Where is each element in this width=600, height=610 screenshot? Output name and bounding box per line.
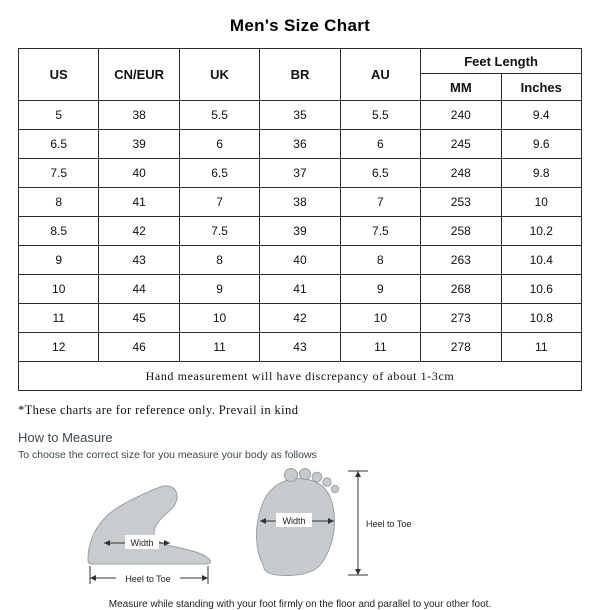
cell-cn-eur: 45 — [99, 304, 179, 333]
side-heel-to-toe-dimension — [90, 566, 208, 585]
column-header-br: BR — [260, 49, 340, 101]
top-heel-to-toe-label: Heel to Toe — [366, 519, 412, 529]
cell-us: 11 — [19, 304, 99, 333]
cell-uk: 8 — [179, 246, 259, 275]
foot-diagram-svg — [18, 465, 582, 597]
cell-uk: 7.5 — [179, 217, 259, 246]
column-header-mm: MM — [421, 74, 501, 101]
table-header — [19, 49, 582, 101]
cell-uk: 6 — [179, 130, 259, 159]
cell-inches: 9.4 — [501, 101, 581, 130]
cell-mm: 278 — [421, 333, 501, 362]
cell-us: 10 — [19, 275, 99, 304]
column-header-feet-length: Feet Length — [421, 49, 582, 74]
table-row — [19, 101, 582, 130]
side-width-label: Width — [130, 538, 154, 548]
column-header-cn-eur: CN/EUR — [99, 49, 179, 101]
cell-cn-eur: 39 — [99, 130, 179, 159]
cell-cn-eur: 43 — [99, 246, 179, 275]
cell-us: 8 — [19, 188, 99, 217]
cell-mm: 263 — [421, 246, 501, 275]
top-heel-to-toe-dimension — [348, 471, 411, 575]
cell-uk: 10 — [179, 304, 259, 333]
cell-cn-eur: 44 — [99, 275, 179, 304]
table-row — [19, 217, 582, 246]
how-to-measure-heading: How to Measure — [18, 430, 113, 445]
table-row — [19, 159, 582, 188]
cell-cn-eur: 38 — [99, 101, 179, 130]
cell-br: 35 — [260, 101, 340, 130]
cell-inches: 11 — [501, 333, 581, 362]
foot-measurement-diagram — [18, 465, 582, 597]
cell-us: 7.5 — [19, 159, 99, 188]
measure-footer-note: Measure while standing with your foot firmly on the floor and parallel to your other foot. — [108, 599, 492, 610]
table-footer-note: Hand measurement will have discrepancy of about 1-3cm — [19, 362, 582, 391]
cell-inches: 10.8 — [501, 304, 581, 333]
cell-au: 5.5 — [340, 101, 420, 130]
cell-br: 37 — [260, 159, 340, 188]
cell-mm: 258 — [421, 217, 501, 246]
cell-cn-eur: 42 — [99, 217, 179, 246]
cell-br: 43 — [260, 333, 340, 362]
cell-inches: 10.2 — [501, 217, 581, 246]
cell-inches: 9.8 — [501, 159, 581, 188]
cell-mm: 273 — [421, 304, 501, 333]
cell-inches: 9.6 — [501, 130, 581, 159]
cell-br: 39 — [260, 217, 340, 246]
table-row — [19, 333, 582, 362]
page-title: Men's Size Chart — [229, 16, 371, 35]
table-row — [19, 130, 582, 159]
cell-cn-eur: 46 — [99, 333, 179, 362]
table-row — [19, 275, 582, 304]
cell-us: 9 — [19, 246, 99, 275]
cell-inches: 10.6 — [501, 275, 581, 304]
cell-uk: 6.5 — [179, 159, 259, 188]
cell-br: 38 — [260, 188, 340, 217]
cell-au: 7.5 — [340, 217, 420, 246]
cell-au: 6 — [340, 130, 420, 159]
size-chart-table — [18, 48, 582, 391]
cell-au: 6.5 — [340, 159, 420, 188]
cell-inches: 10.4 — [501, 246, 581, 275]
cell-uk: 9 — [179, 275, 259, 304]
side-heel-to-toe-label: Heel to Toe — [125, 574, 171, 584]
column-header-inches: Inches — [501, 74, 581, 101]
cell-mm: 253 — [421, 188, 501, 217]
table-row — [19, 304, 582, 333]
cell-us: 12 — [19, 333, 99, 362]
cell-cn-eur: 41 — [99, 188, 179, 217]
cell-br: 36 — [260, 130, 340, 159]
cell-us: 5 — [19, 101, 99, 130]
cell-uk: 11 — [179, 333, 259, 362]
cell-us: 8.5 — [19, 217, 99, 246]
cell-br: 42 — [260, 304, 340, 333]
cell-mm: 248 — [421, 159, 501, 188]
cell-au: 8 — [340, 246, 420, 275]
cell-mm: 240 — [421, 101, 501, 130]
cell-mm: 268 — [421, 275, 501, 304]
table-footer-row — [19, 362, 582, 391]
cell-inches: 10 — [501, 188, 581, 217]
foot-side-view-icon — [88, 486, 210, 564]
cell-uk: 5.5 — [179, 101, 259, 130]
table-row — [19, 246, 582, 275]
cell-mm: 245 — [421, 130, 501, 159]
cell-au: 10 — [340, 304, 420, 333]
cell-au: 7 — [340, 188, 420, 217]
column-header-au: AU — [340, 49, 420, 101]
table-header-row-1 — [19, 49, 582, 74]
cell-uk: 7 — [179, 188, 259, 217]
table-body — [19, 101, 582, 391]
column-header-us: US — [19, 49, 99, 101]
disclaimer-text: *These charts are for reference only. Prevail in kind — [18, 403, 299, 417]
table-row — [19, 188, 582, 217]
how-to-measure-subheading: To choose the correct size for you measure your body as follows — [18, 449, 317, 461]
top-width-label: Width — [282, 516, 306, 526]
cell-br: 40 — [260, 246, 340, 275]
column-header-uk: UK — [179, 49, 259, 101]
cell-cn-eur: 40 — [99, 159, 179, 188]
cell-au: 11 — [340, 333, 420, 362]
cell-us: 6.5 — [19, 130, 99, 159]
cell-au: 9 — [340, 275, 420, 304]
cell-br: 41 — [260, 275, 340, 304]
how-to-measure-section — [18, 430, 582, 610]
